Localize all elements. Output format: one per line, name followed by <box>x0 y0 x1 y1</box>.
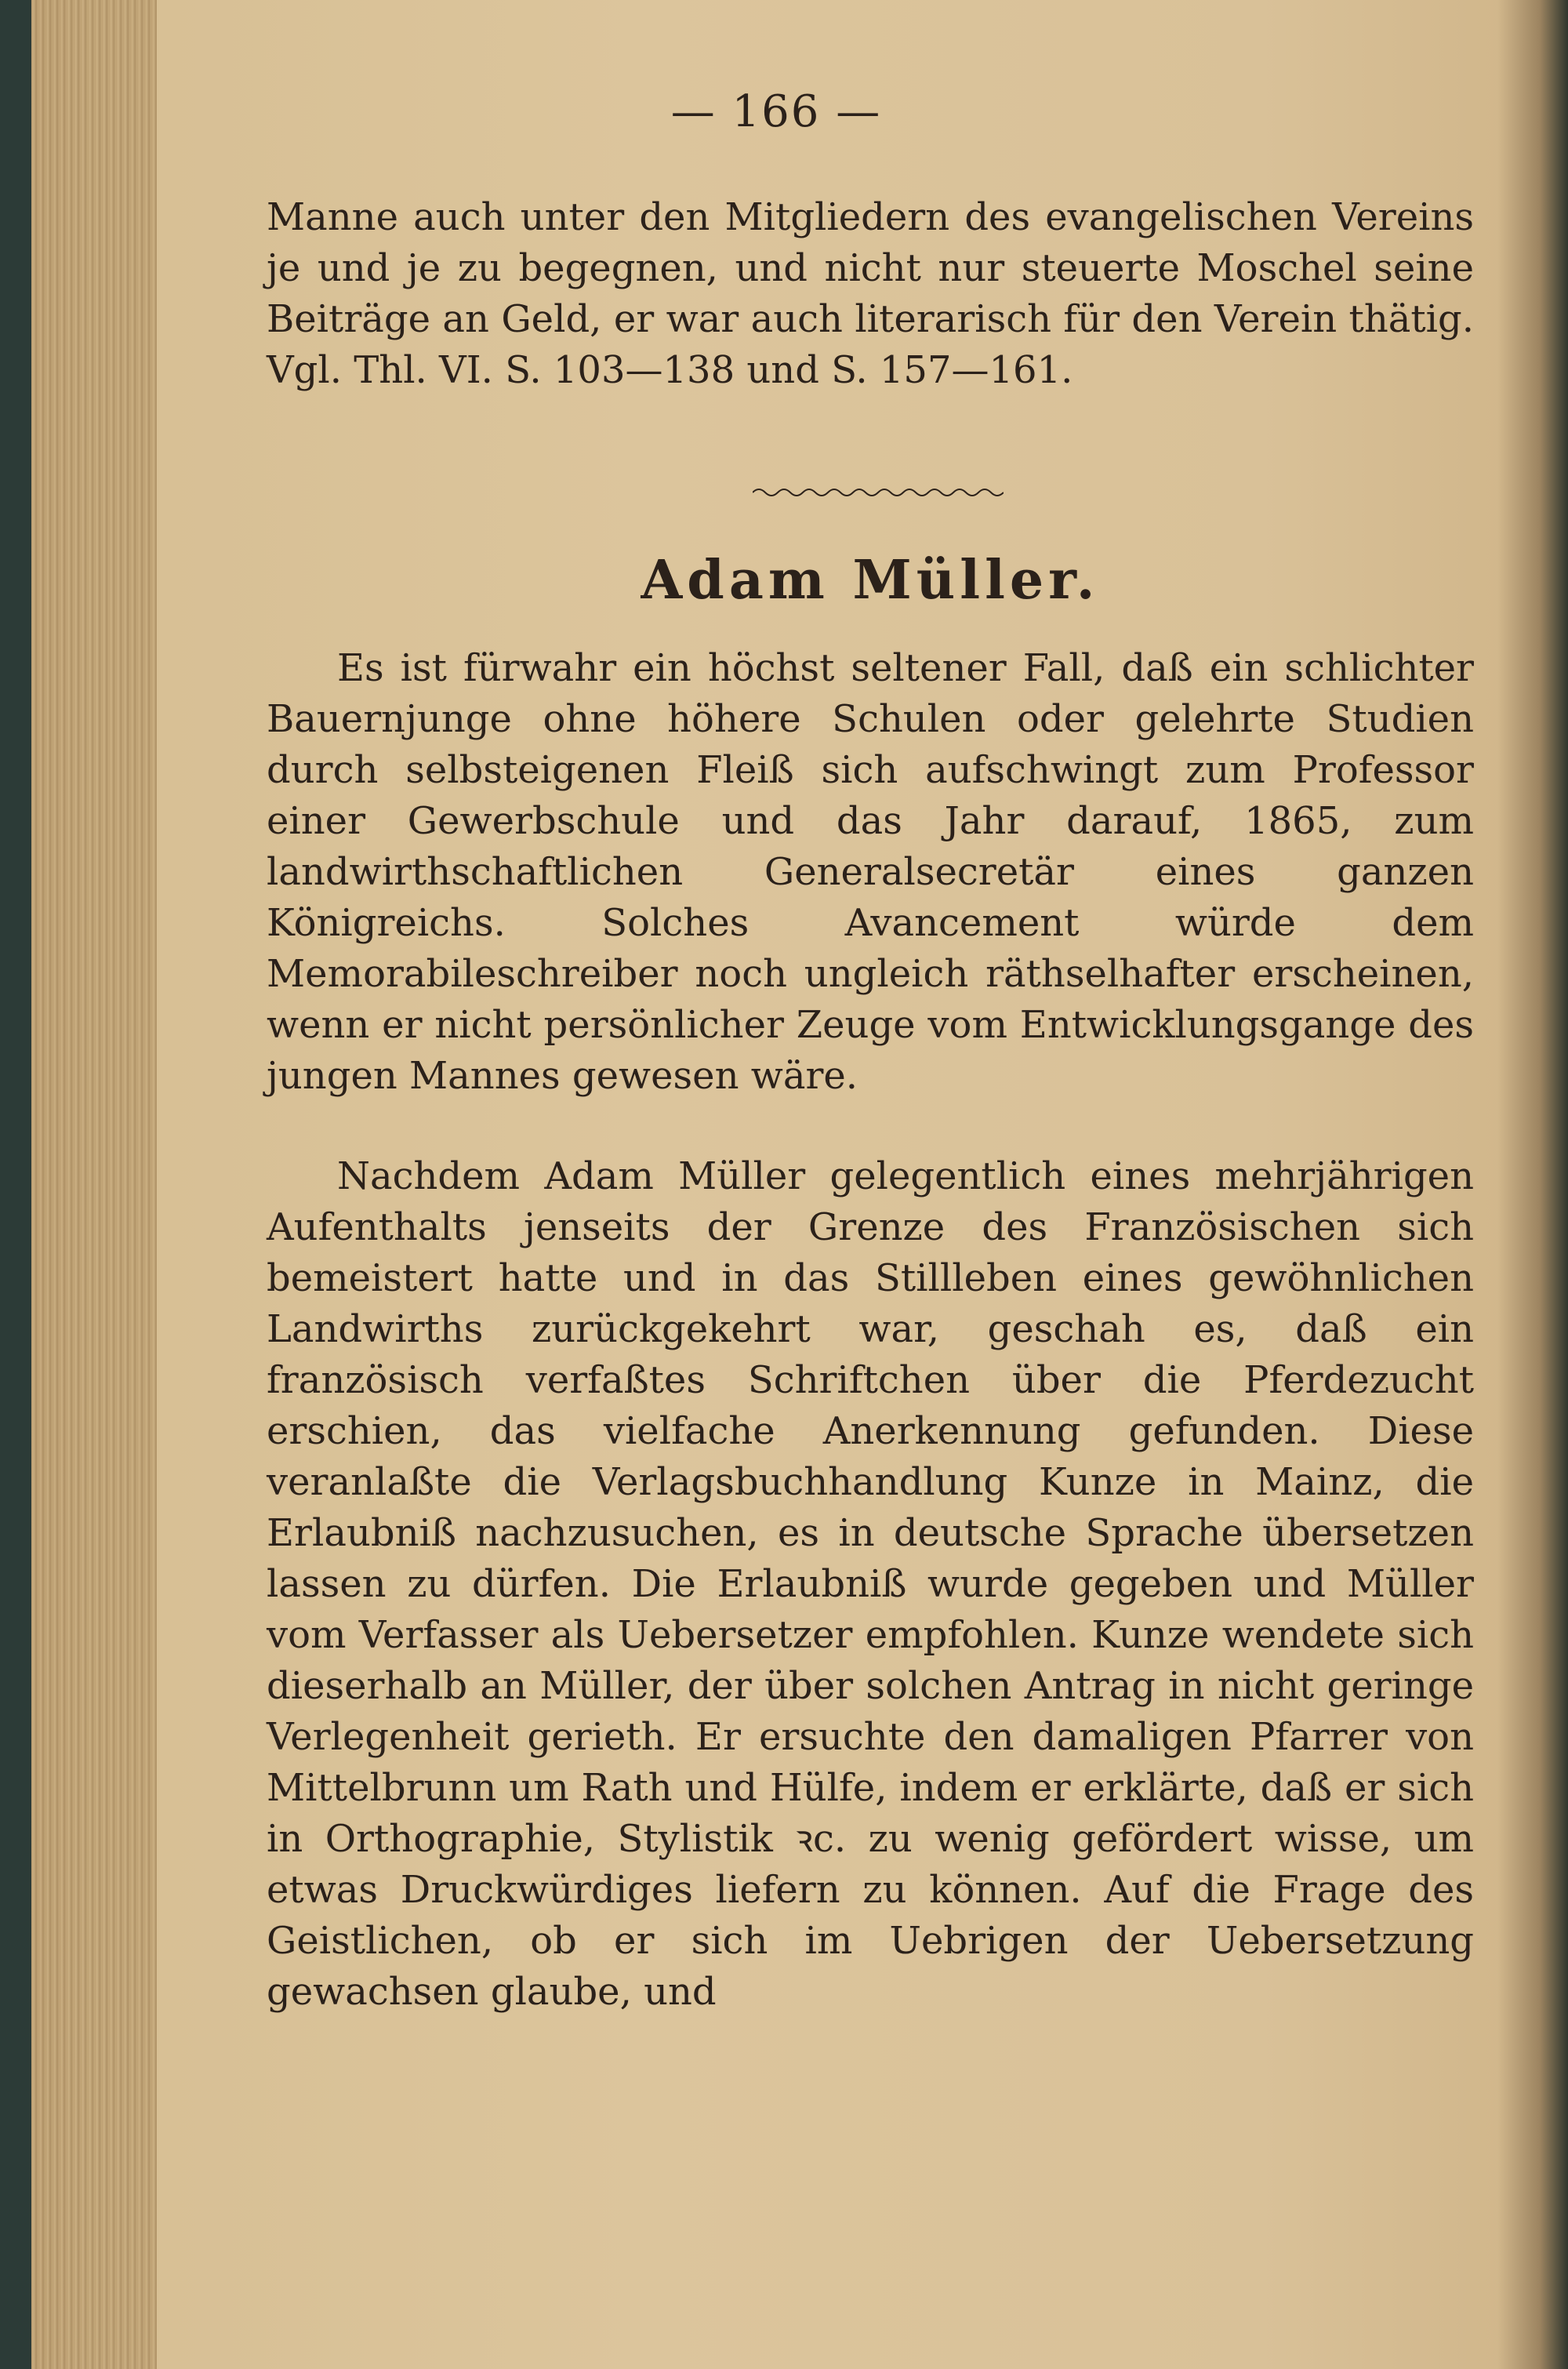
page-number: — 166 — <box>670 86 882 137</box>
text-block <box>267 0 1490 2369</box>
page-edge-stack <box>31 0 157 2369</box>
continuation-paragraph: Manne auch unter den Mitgliedern des evangelischen Vereins je und je zu begegnen, und nicht nur steuerte Moschel seine Beiträge an Geld, er war auch literarisch für den Verein thätig. Vgl. Thl. VI. S. 103—138 und S. 157—161. <box>267 195 1474 392</box>
paragraph-2: Nachdem Adam Müller gelegentlich eines mehrjährigen Aufenthalts jenseits der Grenze des Französischen sich bemeistert hatte und in das Stillleben eines gewöhnlichen Landwirths zurückgekehrt war, geschah es, daß ein französisch verfaßtes Schriftchen über die Pferdezucht erschien, das vielfache Anerkennung gefunden. Diese veranlaßte die Verlagsbuchhandlung Kunze in Mainz, die Erlaubniß nachzusuchen, es in deutsche Sprache übersetzen lassen zu dürfen. Die Erlaubniß wurde gegeben und Müller vom Verfasser als Uebersetzer empfohlen. Kunze wendete sich dieserhalb an Müller, der über solchen Antrag in nicht geringe Verlegenheit gerieth. Er ersuchte den damaligen Pfarrer von Mittelbrunn um Rath und Hülfe, indem er erklärte, daß er sich in Orthographie, Stylistik ꝛc. zu wenig gefördert wisse, um etwas Druckwürdiges liefern zu können. Auf die Frage des Geistlichen, ob er sich im Uebrigen der Uebersetzung gewachsen glaube, und <box>267 1154 1474 2014</box>
ornament-divider <box>753 483 1004 502</box>
paragraph-1: Es ist fürwahr ein höchst seltener Fall, daß ein schlichter Bauernjunge ohne höhere Schulen oder gelehrte Studien durch selbsteigenen Fleiß sich aufschwingt zum Professor einer Gewerbschule und das Jahr darauf, 1865, zum landwirthschaftlichen Generalsecretär eines ganzen Königreichs. Solches Avancement würde dem Memorabileschreiber noch ungleich räthselhafter erscheinen, wenn er nicht persönlicher Zeuge vom Entwicklungsgange des jungen Mannes gewesen wäre. <box>267 646 1474 1098</box>
section-heading: Adam Müller. <box>641 549 1100 612</box>
gutter-shadow <box>1497 0 1568 2369</box>
